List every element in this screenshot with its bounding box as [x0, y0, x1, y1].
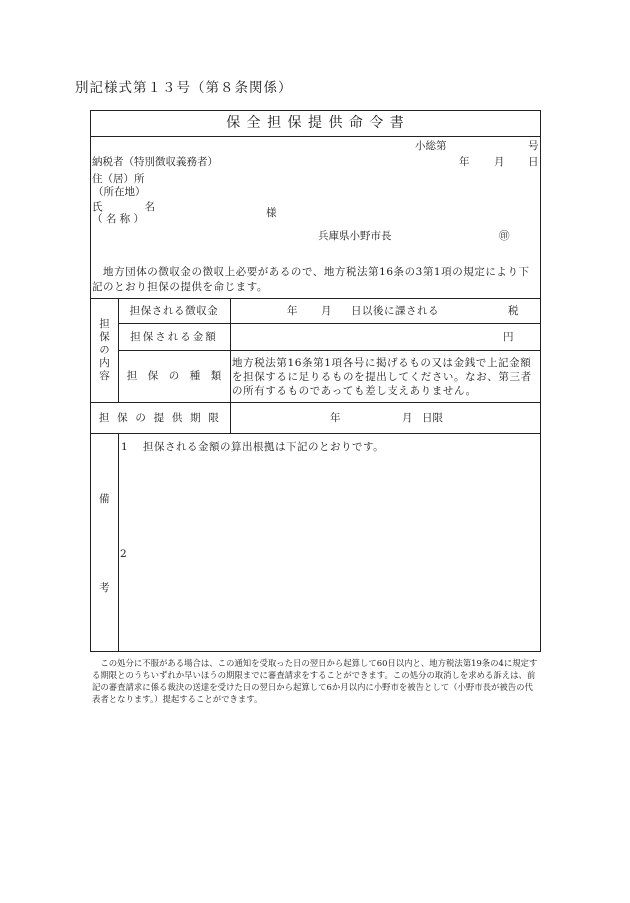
target-levy-day-text: 日以後に課される	[351, 305, 439, 317]
appeal-notice-line: この処分に不服がある場合は、この通知を受取った日の翌日から起算して60日以内と、地方税法第19条の4に規定す	[92, 658, 538, 668]
deadline-label: 担 保 の 提 供 期 限	[98, 411, 222, 424]
amount-label-cell	[118, 323, 230, 350]
appeal-notice-line: 記の審査請求に係る裁決の送達を受けた日の翌日から起算して6か月以内に小野市を被告として（小野市長が被告の代	[92, 682, 533, 692]
deadline-day-text: 日限	[422, 412, 443, 424]
honorific: 様	[266, 207, 277, 219]
appeal-notice-line: る期限とのうちいずれか早いほうの期限までに審査請求をすることができます。この処分の取消しを求める訴えは、前	[92, 670, 536, 680]
date-year-label: 年	[459, 156, 470, 168]
remarks-label-char: 考	[99, 582, 110, 594]
row-divider	[90, 433, 541, 434]
column-divider	[118, 433, 119, 651]
address-sub-label: （所在地）	[93, 186, 146, 198]
deadline-year: 年	[330, 412, 341, 424]
type-text-line: を担保するに足りるものを提出してください。なお、第三者	[232, 371, 532, 383]
appeal-notice-line: 表者となります。）提起することができます。	[92, 694, 263, 704]
target-levy-month: 月	[321, 305, 332, 317]
title-divider	[90, 136, 541, 137]
collateral-section-label: 担保の内容	[98, 317, 110, 383]
name-label: 氏 名	[92, 201, 155, 213]
target-levy-year: 年	[287, 305, 298, 317]
target-levy-label-cell	[118, 298, 230, 323]
type-text-line: の所有するものであっても差し支えありません。	[232, 385, 477, 397]
target-levy-tax-suffix: 税	[508, 305, 519, 317]
issuer-name: 兵庫県小野市長	[318, 230, 392, 242]
title-row	[90, 110, 541, 136]
seal-mark: ㊞	[499, 230, 510, 242]
name-sub-label: （ 名 称 ）	[92, 213, 145, 225]
type-label: 担 保 の 種 類	[126, 370, 222, 382]
date-day-label: 日	[528, 156, 539, 168]
collateral-section-cell	[90, 298, 118, 402]
target-levy-label: 担保される徴収金	[129, 304, 219, 317]
deadline-label-cell	[90, 402, 230, 433]
doc-number-suffix: 号	[528, 140, 539, 152]
remarks-item-number: 2	[120, 548, 127, 560]
remarks-item-text: 担保される金額の算出根拠は下記のとおりです。	[143, 441, 385, 453]
type-text-line: 地方税法第16条第1項各号に掲げるもの又は金銭で上記金額	[232, 357, 532, 369]
remarks-item-number: 1	[121, 441, 128, 453]
amount-unit: 円	[503, 331, 514, 343]
form-label: 別記様式第１３号（第８条関係）	[75, 80, 293, 96]
column-divider	[230, 298, 231, 433]
type-label-cell	[118, 350, 230, 402]
amount-label: 担保される金額	[130, 330, 218, 343]
document-title: 保 全 担 保 提 供 命 令 書	[226, 115, 405, 131]
deadline-month: 月	[402, 412, 413, 424]
taxpayer-label: 納税者（特別徴収義務者）	[92, 156, 218, 168]
doc-number-prefix: 小総第	[415, 140, 447, 152]
date-month-label: 月	[494, 156, 505, 168]
notice-line: 記のとおり担保の提供を命じます。	[92, 281, 268, 293]
notice-line: 地方団体の徴収金の徴収上必要があるので、地方税法第16条の3第1項の規定により下	[92, 266, 530, 278]
remarks-label-char: 備	[99, 493, 110, 505]
address-label: 住（居）所	[92, 173, 145, 185]
